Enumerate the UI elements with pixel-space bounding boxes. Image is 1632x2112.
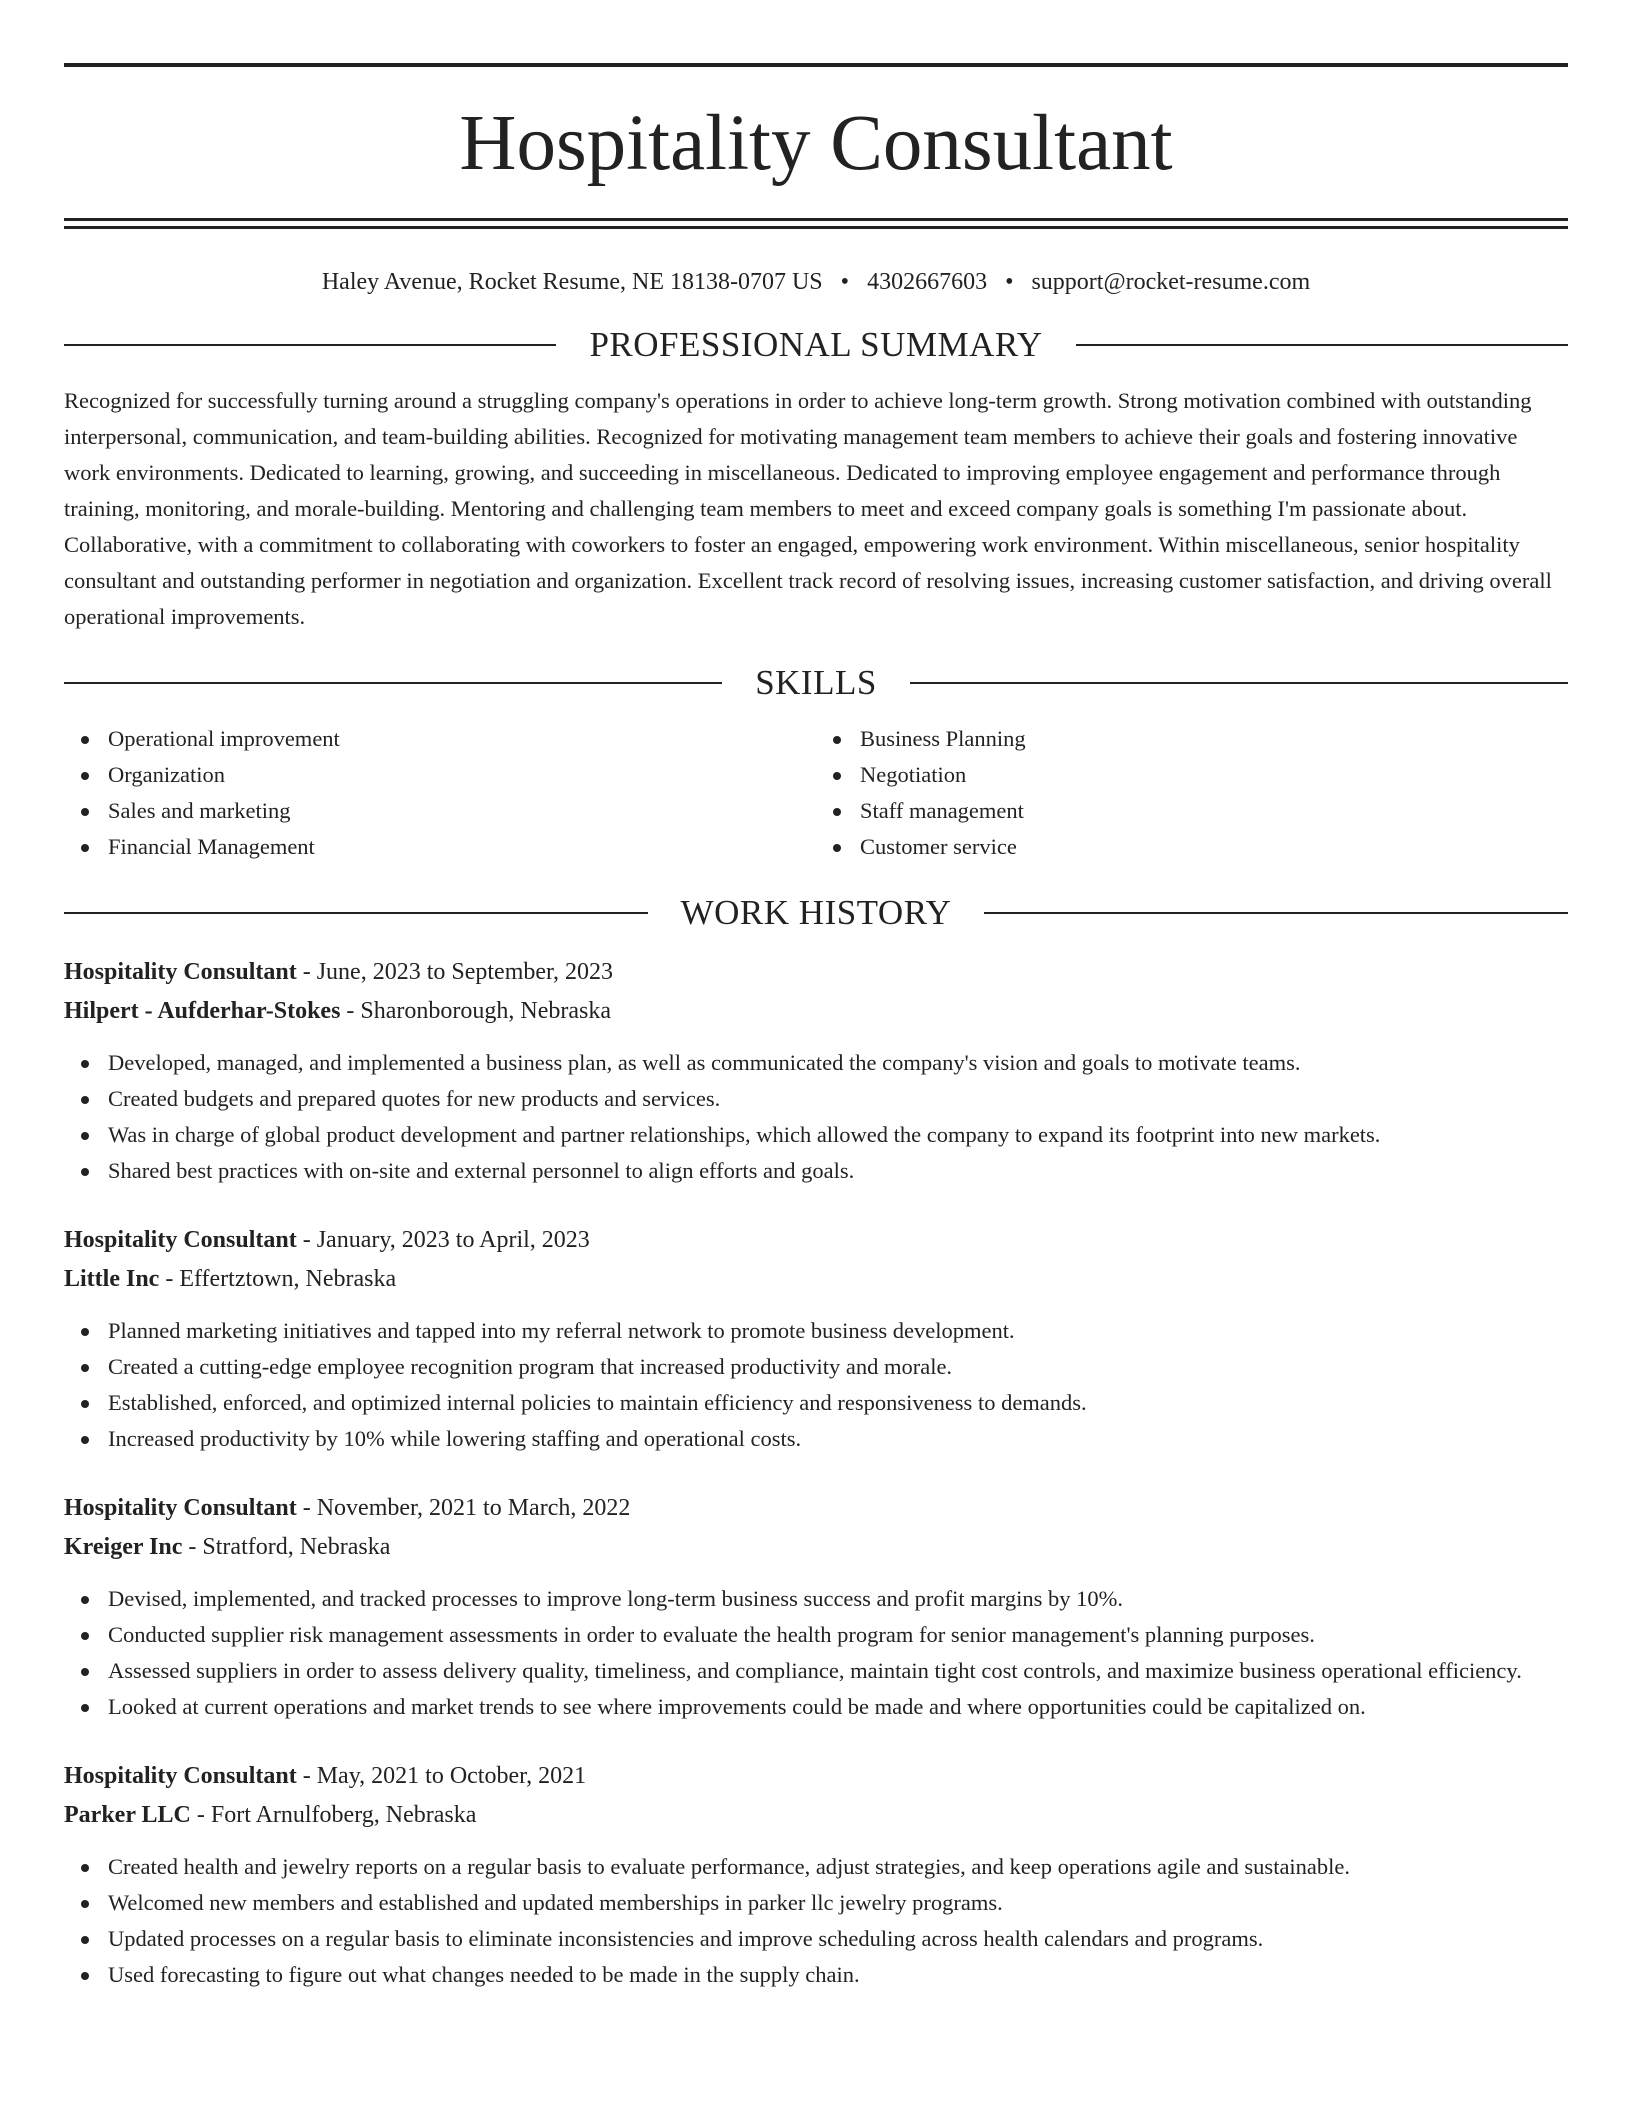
job-bullet: Shared best practices with on-site and external personnel to align efforts and goals.	[64, 1153, 1568, 1189]
heading-rule-left	[64, 912, 648, 914]
job-bullet: Assessed suppliers in order to assess delivery quality, timeliness, and compliance, maintain tight cost controls, and maximize business operational efficiency.	[64, 1653, 1568, 1689]
skills-list	[64, 721, 1568, 865]
skill-item: Financial Management	[64, 829, 816, 865]
job-bullets	[64, 1045, 1568, 1189]
job-bullet: Updated processes on a regular basis to eliminate inconsistencies and improve scheduling across health calendars and programs.	[64, 1921, 1568, 1957]
job-bullet: Conducted supplier risk management assessments in order to evaluate the health program for senior management's planning purposes.	[64, 1617, 1568, 1653]
job-bullet: Was in charge of global product development and partner relationships, which allowed the company to expand its footprint into new markets.	[64, 1117, 1568, 1153]
job-company-line	[64, 1528, 1568, 1567]
job-entry	[64, 1221, 1568, 1457]
skill-item: Staff management	[816, 793, 1568, 829]
page-title: Hospitality Consultant	[459, 100, 1173, 187]
job-company: Hilpert - Aufderhar-Stokes	[64, 998, 341, 1024]
contact-separator: •	[840, 269, 850, 295]
job-bullets	[64, 1313, 1568, 1457]
contact-separator: •	[1005, 269, 1014, 295]
skills-heading-label: SKILLS	[755, 663, 877, 702]
skill-item: Business Planning	[816, 721, 1568, 757]
work-history-heading	[64, 893, 1568, 933]
job-title-line	[64, 1221, 1568, 1260]
summary-heading	[64, 325, 1568, 365]
job-bullet: Used forecasting to figure out what changes needed to be made in the supply chain.	[64, 1957, 1568, 1993]
job-bullet: Developed, managed, and implemented a business plan, as well as communicated the company's vision and goals to motivate teams.	[64, 1045, 1568, 1081]
skill-item: Organization	[64, 757, 816, 793]
job-entry	[64, 1489, 1568, 1725]
job-entry	[64, 953, 1568, 1189]
job-dates: - November, 2021 to March, 2022	[296, 1495, 631, 1521]
job-title: Hospitality Consultant	[64, 1495, 297, 1521]
heading-rule-left	[64, 682, 722, 684]
job-title: Hospitality Consultant	[64, 1763, 297, 1789]
job-title-line	[64, 1757, 1568, 1796]
contact-line	[64, 267, 1568, 297]
job-title: Hospitality Consultant	[64, 1227, 297, 1253]
job-bullet: Planned marketing initiatives and tapped into my referral network to promote business development.	[64, 1313, 1568, 1349]
skill-item: Sales and marketing	[64, 793, 816, 829]
job-company-line	[64, 992, 1568, 1031]
contact-phone[interactable]: 4302667603	[867, 269, 988, 295]
job-entry	[64, 1757, 1568, 1993]
job-dates: - January, 2023 to April, 2023	[296, 1227, 590, 1253]
summary-heading-label: PROFESSIONAL SUMMARY	[589, 325, 1043, 364]
skill-item: Operational improvement	[64, 721, 816, 757]
job-title-line	[64, 953, 1568, 992]
work-history-heading-label: WORK HISTORY	[680, 893, 952, 932]
job-bullet: Welcomed new members and established and updated memberships in parker llc jewelry programs.	[64, 1885, 1568, 1921]
title-double-rule	[64, 218, 1568, 229]
job-company-line	[64, 1260, 1568, 1299]
skills-heading	[64, 663, 1568, 703]
top-rule	[64, 63, 1568, 67]
heading-rule-right	[910, 682, 1568, 684]
job-bullet: Looked at current operations and market trends to see where improvements could be made and where opportunities could be capitalized on.	[64, 1689, 1568, 1725]
job-dates: - June, 2023 to September, 2023	[296, 959, 614, 985]
job-bullet: Devised, implemented, and tracked processes to improve long-term business success and profit margins by 10%.	[64, 1581, 1568, 1617]
job-company: Kreiger Inc	[64, 1534, 183, 1560]
title-rule-lower	[64, 226, 1568, 229]
heading-rule-right	[1076, 344, 1568, 346]
skills-column-right	[816, 721, 1568, 865]
job-company: Parker LLC	[64, 1802, 191, 1828]
summary-text: Recognized for successfully turning around a struggling company's operations in order to achieve long-term growth. Strong motivation combined with outstanding interpersonal, communication, and team-building abilities. Recognized for motivating management team members to achieve their goals and fostering innovative work environments. Dedicated to learning, growing, and succeeding in miscellaneous. Dedicated to improving employee engagement and performance through training, monitoring, and morale-building. Mentoring and challenging team members to meet and exceed company goals is something I'm passionate about. Collaborative, with a commitment to collaborating with coworkers to foster an engaged, empowering work environment. Within miscellaneous, senior hospitality consultant and outstanding performer in negotiation and organization. Excellent track record of resolving issues, increasing customer satisfaction, and driving overall operational improvements.	[64, 388, 1552, 629]
job-title-line	[64, 1489, 1568, 1528]
title-rule-upper	[64, 218, 1568, 221]
heading-rule-left	[64, 344, 556, 346]
job-bullet: Created a cutting-edge employee recognition program that increased productivity and morale.	[64, 1349, 1568, 1385]
job-location: - Effertztown, Nebraska	[159, 1266, 397, 1292]
job-location: - Sharonborough, Nebraska	[340, 998, 612, 1024]
contact-email[interactable]: support@rocket-resume.com	[1031, 269, 1311, 295]
job-location: - Fort Arnulfoberg, Nebraska	[190, 1802, 477, 1828]
job-bullet: Created health and jewelry reports on a regular basis to evaluate performance, adjust strategies, and keep operations agile and sustainable.	[64, 1849, 1568, 1885]
job-bullet: Created budgets and prepared quotes for new products and services.	[64, 1081, 1568, 1117]
job-bullet: Established, enforced, and optimized internal policies to maintain efficiency and responsiveness to demands.	[64, 1385, 1568, 1421]
skill-item: Customer service	[816, 829, 1568, 865]
job-bullets	[64, 1581, 1568, 1725]
job-title: Hospitality Consultant	[64, 959, 297, 985]
job-bullets	[64, 1849, 1568, 1993]
job-company: Little Inc	[64, 1266, 160, 1292]
contact-address: Haley Avenue, Rocket Resume, NE 18138-0707 US	[321, 269, 823, 295]
job-bullet: Increased productivity by 10% while lowering staffing and operational costs.	[64, 1421, 1568, 1457]
skill-item: Negotiation	[816, 757, 1568, 793]
job-company-line	[64, 1796, 1568, 1835]
job-location: - Stratford, Nebraska	[182, 1534, 391, 1560]
heading-rule-right	[984, 912, 1568, 914]
skills-column-left	[64, 721, 816, 865]
job-dates: - May, 2021 to October, 2021	[296, 1763, 587, 1789]
